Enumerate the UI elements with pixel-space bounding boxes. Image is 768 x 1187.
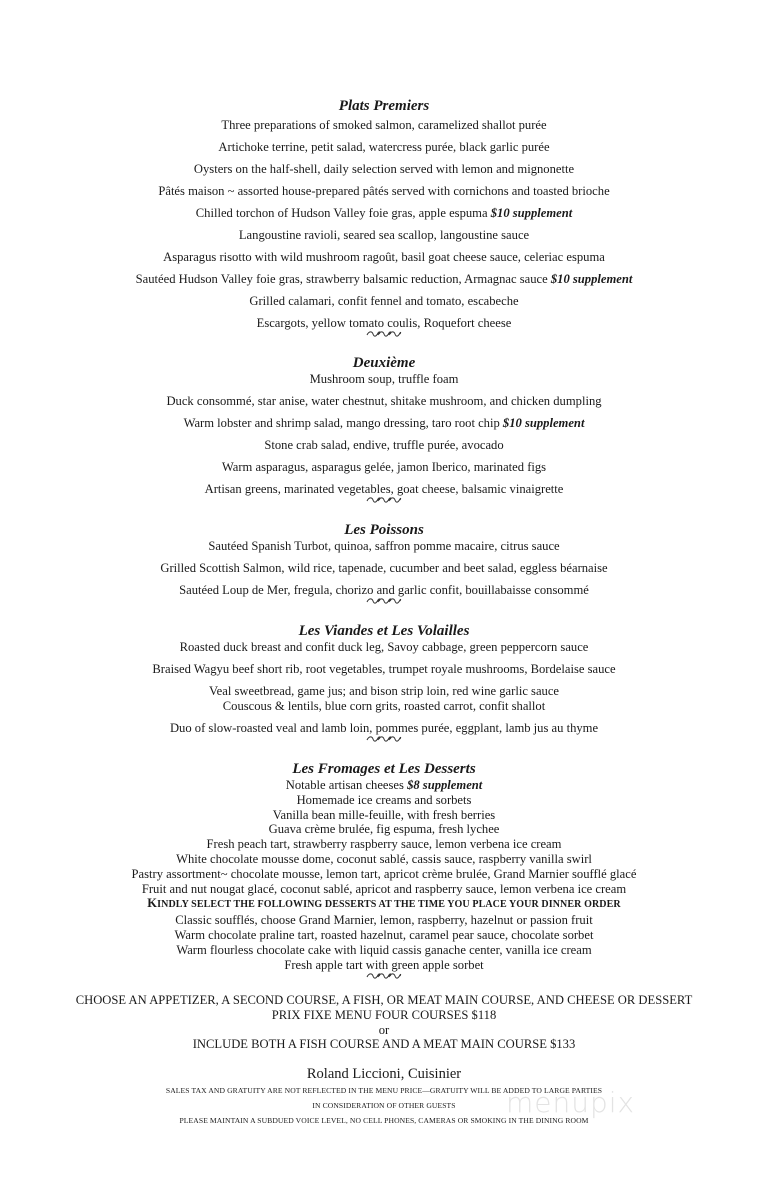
menu-item: Artichoke terrine, petit salad, watercress purée, black garlic purée	[218, 140, 550, 154]
order-ahead-item: Classic soufflés, choose Grand Marnier, lemon, raspberry, hazelnut or passion fruit	[175, 913, 593, 928]
fine-print: SALES TAX AND GRATUITY ARE NOT REFLECTED IN THE MENU PRICE—GRATUITY WILL BE ADDED TO LARGE PARTIES	[165, 1086, 603, 1095]
fine-print: PLEASE MAINTAIN A SUBDUED VOICE LEVEL, NO CELL PHONES, CAMERAS OR SMOKING IN THE DINING ROOM	[179, 1116, 589, 1125]
prix-fixe-four-courses: PRIX FIXE MENU FOUR COURSES $118	[271, 1007, 497, 1022]
section-title: Deuxième	[352, 355, 416, 371]
menu-item: Sautéed Hudson Valley foie gras, strawberry balsamic reduction, Armagnac sauce $10 supplement	[135, 272, 633, 286]
menu-item: Duo of slow-roasted veal and lamb loin, pommes purée, eggplant, lamb jus au thyme	[169, 721, 599, 735]
fine-print: IN CONSIDERATION OF OTHER GUESTS	[312, 1101, 456, 1110]
menu-item: Pâtés maison ~ assorted house-prepared pâtés served with cornichons and toasted brioche	[158, 184, 610, 198]
section-items	[0, 118, 768, 330]
flourish-divider-icon	[366, 330, 402, 338]
menu-item: Pastry assortment~ chocolate mousse, lemon tart, apricot crème brulée, Grand Marnier soufflé glacé	[131, 866, 637, 881]
menu-item: Vanilla bean mille-feuille, with fresh berries	[272, 807, 496, 822]
section-title: Plats Premiers	[338, 98, 430, 114]
order-ahead-item: Warm chocolate praline tart, roasted hazelnut, caramel pear sauce, chocolate sorbet	[174, 927, 594, 942]
chef-name: Roland Liccioni, Cuisinier	[306, 1066, 462, 1082]
menu-item: Asparagus risotto with wild mushroom ragoût, basil goat cheese sauce, celeriac espuma	[163, 250, 605, 264]
order-ahead-item: Fresh apple tart with green apple sorbet	[284, 957, 484, 972]
section-title: Les Poissons	[344, 522, 424, 538]
menu-item: Stone crab salad, endive, truffle purée, avocado	[264, 438, 504, 452]
prix-fixe-five-courses: INCLUDE BOTH A FISH COURSE AND A MEAT MAIN COURSE $133	[192, 1037, 576, 1052]
menu-item: Guava crème brulée, fig espuma, fresh lychee	[268, 822, 500, 837]
menu-item: Sautéed Loup de Mer, fregula, chorizo and garlic confit, bouillabaisse consommé	[179, 583, 589, 597]
menu-item: Grilled calamari, confit fennel and tomato, escabeche	[249, 294, 519, 308]
menu-item: Chilled torchon of Hudson Valley foie gras, apple espuma $10 supplement	[195, 206, 573, 220]
watermark-logo: menupix	[506, 1086, 636, 1119]
menu-item: Warm asparagus, asparagus gelée, jamon Iberico, marinated figs	[221, 460, 547, 474]
menu-item: Artisan greens, marinated vegetables, goat cheese, balsamic vinaigrette	[204, 482, 564, 496]
menu-item: Notable artisan cheeses $8 supplement	[285, 778, 483, 792]
supplement-price: $10 supplement	[502, 416, 585, 430]
section-les-viandes	[0, 622, 768, 743]
menu-item: Escargots, yellow tomato coulis, Roquefort cheese	[256, 316, 512, 330]
order-ahead-item: Warm flourless chocolate cake with liquid cassis ganache center, vanilla ice cream	[176, 942, 592, 957]
menu-item: Fruit and nut nougat glacé, coconut sablé, apricot and raspberry sauce, lemon verbena ice cream	[141, 881, 627, 896]
prix-fixe-block	[0, 993, 768, 1052]
flourish-divider-icon	[366, 597, 402, 605]
menu-item: Braised Wagyu beef short rib, root vegetables, trumpet royale mushrooms, Bordelaise sauce	[152, 662, 616, 676]
supplement-price: $10 supplement	[550, 272, 633, 286]
menu-item: Couscous & lentils, blue corn grits, roasted carrot, confit shallot	[222, 699, 546, 713]
section-plats-premiers	[0, 97, 768, 338]
prix-fixe-instructions: CHOOSE AN APPETIZER, A SECOND COURSE, A FISH, OR MEAT MAIN COURSE, AND CHEESE OR DESSERT	[75, 993, 693, 1007]
order-ahead-notice: KINDLY SELECT THE FOLLOWING DESSERTS AT THE TIME YOU PLACE YOUR DINNER ORDER	[147, 896, 621, 911]
menu-item: Langoustine ravioli, seared sea scallop, langoustine sauce	[238, 228, 530, 242]
supplement-price: $10 supplement	[490, 206, 573, 220]
prix-fixe-or: or	[378, 1022, 390, 1037]
section-les-poissons	[0, 521, 768, 605]
menu-item: Duck consommé, star anise, water chestnut, shitake mushroom, and chicken dumpling	[166, 394, 602, 408]
menu-item: Warm lobster and shrimp salad, mango dressing, taro root chip $10 supplement	[183, 416, 585, 430]
flourish-divider-icon	[366, 972, 402, 980]
menu-item: Sautéed Spanish Turbot, quinoa, saffron pomme macaire, citrus sauce	[208, 539, 560, 553]
section-deuxieme	[0, 354, 768, 504]
section-title: Les Viandes et Les Volailles	[298, 623, 470, 639]
menu-item: Homemade ice creams and sorbets	[296, 792, 472, 807]
menu-item: Grilled Scottish Salmon, wild rice, tapenade, cucumber and beet salad, eggless béarnaise	[160, 561, 608, 575]
flourish-divider-icon	[366, 735, 402, 743]
section-title: Les Fromages et Les Desserts	[292, 761, 476, 777]
menu-item: White chocolate mousse dome, coconut sablé, cassis sauce, raspberry vanilla swirl	[176, 851, 592, 866]
menu-item: Mushroom soup, truffle foam	[309, 372, 459, 386]
menu-item: Three preparations of smoked salmon, caramelized shallot purée	[221, 118, 547, 132]
menu-item: Fresh peach tart, strawberry raspberry sauce, lemon verbena ice cream	[206, 837, 562, 852]
section-fromages-desserts	[0, 760, 768, 980]
menu-item: Oysters on the half-shell, daily selection served with lemon and mignonette	[193, 162, 575, 176]
menu-item: Roasted duck breast and confit duck leg, Savoy cabbage, green peppercorn sauce	[179, 640, 589, 654]
flourish-divider-icon	[366, 496, 402, 504]
supplement-price: $8 supplement	[407, 778, 483, 792]
menu-item: Veal sweetbread, game jus; and bison strip loin, red wine garlic sauce	[208, 684, 560, 698]
footer	[0, 1065, 768, 1128]
